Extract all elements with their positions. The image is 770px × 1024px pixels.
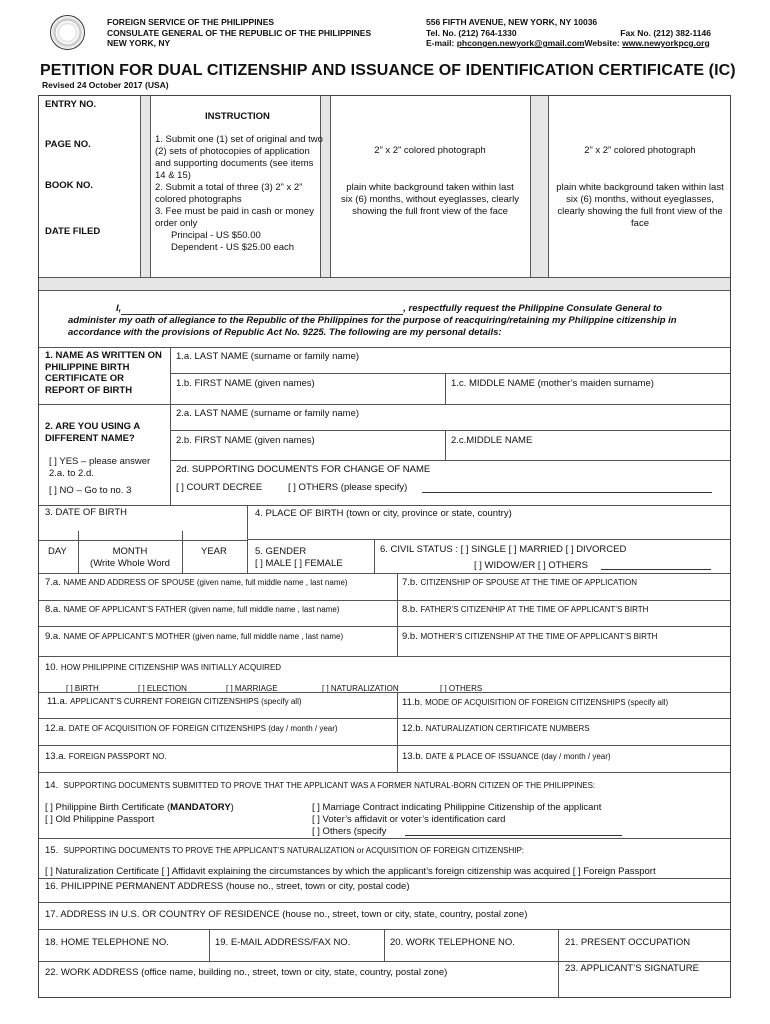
birth-certificate-option[interactable]: [ ] Philippine Birth Certificate (MANDATORY) (45, 802, 234, 813)
oath-statement: I, , respectfully request the Philippine Consulate General to administer my oath of allegiance to the Republic of the Philippines for the purpose of reacquiring/retaining my Philippine citizenship in accordance with the provisions of Republic Act No. 9225. The following are my personal details: (68, 303, 677, 338)
field-9b-mother-citizenship[interactable]: MOTHER’S CITIZENSHIP AT THE TIME OF APPLICANT’S BIRTH (420, 632, 658, 641)
revision-date: Revised 24 October 2017 (USA) (42, 80, 169, 90)
field-20-work-phone[interactable]: 20. WORK TELEPHONE NO. (390, 937, 515, 948)
shaded-strip (39, 277, 730, 290)
field-2-no-option[interactable]: [ ] NO – Go to no. 3 (49, 485, 132, 496)
field-1-label: 1. NAME AS WRITTEN ON PHILIPPINE BIRTH CERTIFICATE OR REPORT OF BIRTH (45, 350, 162, 396)
date-filed-label: DATE FILED (45, 226, 101, 237)
field-8a-father[interactable]: NAME OF APPLICANT’S FATHER (given name, full middle name , last name) (63, 605, 340, 614)
field-7b-spouse-citizenship[interactable]: CITIZENSHIP OF SPOUSE AT THE TIME OF APPLICATION (420, 578, 637, 587)
field-17-residence-address[interactable]: 17. ADDRESS IN U.S. OR COUNTRY OF RESIDENCE (house no., street, town or city, state, country, postal zone) (45, 909, 528, 920)
dob-month-hint: (Write Whole Word (90, 558, 170, 569)
old-passport-option[interactable]: [ ] Old Philippine Passport (45, 814, 155, 825)
naturalization-docs-options[interactable]: [ ] Naturalization Certificate [ ] Affidavit explaining the circumstances by which the applicant’s foreign citizenship was acquired [ ] Foreign Passport (45, 866, 656, 877)
citizenship-birth-option[interactable]: [ ] BIRTH (66, 684, 99, 693)
voter-affidavit-option[interactable]: [ ] Voter’s affidavit or voter’s identification card (312, 814, 506, 825)
field-21-occupation[interactable]: 21. PRESENT OCCUPATION (565, 937, 691, 948)
photo-slot-1-size: 2” x 2” colored photograph (374, 145, 486, 156)
field-2-label: 2. ARE YOU USING A DIFFERENT NAME? (45, 421, 140, 444)
field-16-ph-address[interactable]: 16. PHILIPPINE PERMANENT ADDRESS (house no., street, town or city, postal code) (45, 881, 410, 892)
gender-options[interactable]: [ ] MALE [ ] FEMALE (255, 558, 343, 569)
field-2-yes-option[interactable]: [ ] YES – please answer 2.a. to 2.d. (49, 456, 151, 479)
other-docs-option[interactable]: [ ] OTHERS (please specify) (288, 482, 408, 493)
field-9a-mother[interactable]: NAME OF APPLICANT’S MOTHER (given name, full middle name , last name) (63, 632, 344, 641)
shaded-strip (140, 96, 150, 277)
instruction-title: INSTRUCTION (205, 111, 270, 122)
photo-slot-2-desc: plain white background taken within last six (6) months, without eyeglasses, clearly showing the full front view of the face (556, 182, 724, 229)
field-22-work-address[interactable]: 22. WORK ADDRESS (office name, building no., street, town or city, state, country, postal zone) (45, 967, 448, 978)
field-2c-middle-name[interactable]: 2.c.MIDDLE NAME (451, 435, 533, 446)
others-specify-blank[interactable] (405, 826, 622, 836)
citizenship-others-option[interactable]: [ ] OTHERS (440, 684, 483, 693)
field-19-email-fax[interactable]: 19. E-MAIL ADDRESS/FAX NO. (215, 937, 351, 948)
form-title: PETITION FOR DUAL CITIZENSHIP AND ISSUANCE OF IDENTIFICATION CERTIFICATE (IC) (40, 62, 736, 79)
court-decree-option[interactable]: [ ] COURT DECREE (176, 482, 263, 493)
dob-month[interactable]: MONTH (112, 546, 148, 557)
field-2b-first-name[interactable]: 2.b. FIRST NAME (given names) (176, 435, 315, 446)
field-23-signature[interactable]: 23. APPLICANT’S SIGNATURE (565, 963, 699, 974)
photo-slot-2-size: 2” x 2” colored photograph (584, 145, 696, 156)
entry-no-label: ENTRY NO. (45, 99, 97, 110)
applicant-name-blank[interactable] (121, 306, 403, 315)
civil-status-options-2[interactable]: [ ] WIDOW/ER [ ] OTHERS (474, 560, 588, 571)
others-specify-option[interactable]: [ ] Others (specify (312, 826, 387, 837)
field-13a-passport-no[interactable]: FOREIGN PASSPORT NO. (68, 752, 167, 761)
instruction-list: 1. Submit one (1) set of original and two (2) sets of photocopies of application and supporting documents (see items 14 & 15) 2. Submit a total of three (3) 2” x 2” colored photographs 3. Fee must be paid in cash or money order only Principal - US $50.00 Dependent - US $25.00 each (155, 134, 323, 253)
field-2a-last-name[interactable]: 2.a. LAST NAME (surname or family name) (176, 408, 360, 419)
book-no-label: BOOK NO. (45, 180, 94, 191)
field-12b-certificate-numbers[interactable]: NATURALIZATION CERTIFICATE NUMBERS (425, 724, 590, 733)
field-11b-mode-of-acquisition[interactable]: MODE OF ACQUISITION OF FOREIGN CITIZENSHIPS (specify all) (425, 698, 669, 707)
field-13b-issuance[interactable]: DATE & PLACE OF ISSUANCE (day / month / year) (425, 752, 611, 761)
other-docs-blank[interactable] (422, 483, 712, 493)
civil-status-other-blank[interactable] (601, 561, 711, 570)
field-12a-acquisition-date[interactable]: DATE OF ACQUISITION OF FOREIGN CITIZENSHIPS (day / month / year) (68, 724, 338, 733)
consulate-seal-icon (50, 15, 85, 50)
civil-status-options[interactable]: 6. CIVIL STATUS : [ ] SINGLE [ ] MARRIED [ ] DIVORCED (380, 544, 627, 555)
field-15-label: SUPPORTING DOCUMENTS TO PROVE THE APPLICANT’S NATURALIZATION or ACQUISITION OF FOREIGN CITIZENSHIP: (63, 846, 525, 855)
field-2d-label: 2d. SUPPORTING DOCUMENTS FOR CHANGE OF NAME (176, 464, 431, 475)
dob-year[interactable]: YEAR (201, 546, 227, 557)
citizenship-marriage-option[interactable]: [ ] MARRIAGE (226, 684, 278, 693)
field-5-label: 5. GENDER (255, 546, 307, 557)
field-14-label: SUPPORTING DOCUMENTS SUBMITTED TO PROVE THAT THE APPLICANT WAS A FORMER NATURAL-BORN CITIZEN OF THE PHILIPPINES: (63, 781, 596, 790)
dob-day[interactable]: DAY (48, 546, 67, 557)
header-right: 556 FIFTH AVENUE, NEW YORK, NY 10036 Tel. No. (212) 764-1330 Fax No. (212) 382-1146 E-mail: phcongen.newyork@gmail.comWebsite: www.newyorkpcg.org (426, 17, 711, 48)
field-1c-middle-name[interactable]: 1.c. MIDDLE NAME (mother’s maiden surname) (451, 378, 654, 389)
photo-slot-1-desc: plain white background taken within last six (6) months, without eyeglasses, clearly showing the full front view of the face (341, 182, 519, 217)
field-18-home-phone[interactable]: 18. HOME TELEPHONE NO. (45, 937, 169, 948)
field-7a-spouse[interactable]: NAME AND ADDRESS OF SPOUSE (given name, full middle name , last name) (63, 578, 348, 587)
citizenship-naturalization-option[interactable]: [ ] NATURALIZATION (322, 684, 399, 693)
email-link[interactable]: phcongen.newyork@gmail.com (456, 38, 585, 48)
page-no-label: PAGE NO. (45, 139, 91, 150)
field-11a-foreign-citizenships[interactable]: APPLICANT’S CURRENT FOREIGN CITIZENSHIPS (specify all) (70, 697, 302, 706)
field-3-label: 3. DATE OF BIRTH (45, 507, 127, 518)
field-4-place-of-birth[interactable]: 4. PLACE OF BIRTH (town or city, province or state, country) (255, 508, 512, 519)
field-8b-father-citizenship[interactable]: FATHER’S CITIZENHIP AT THE TIME OF APPLICANT’S BIRTH (420, 605, 649, 614)
header-left: FOREIGN SERVICE OF THE PHILIPPINES CONSULATE GENERAL OF THE REPUBLIC OF THE PHILIPPINES NEW YORK, NY (107, 17, 372, 48)
website-link[interactable]: www.newyorkpcg.org (622, 38, 710, 48)
shaded-strip (530, 96, 548, 277)
marriage-contract-option[interactable]: [ ] Marriage Contract indicating Philippine Citizenship of the applicant (312, 802, 602, 813)
field-1a-last-name[interactable]: 1.a. LAST NAME (surname or family name) (176, 351, 360, 362)
field-1b-first-name[interactable]: 1.b. FIRST NAME (given names) (176, 378, 315, 389)
field-10-label: HOW PHILIPPINE CITIZENSHIP WAS INITIALLY ACQUIRED (60, 663, 282, 672)
citizenship-election-option[interactable]: [ ] ELECTION (138, 684, 187, 693)
